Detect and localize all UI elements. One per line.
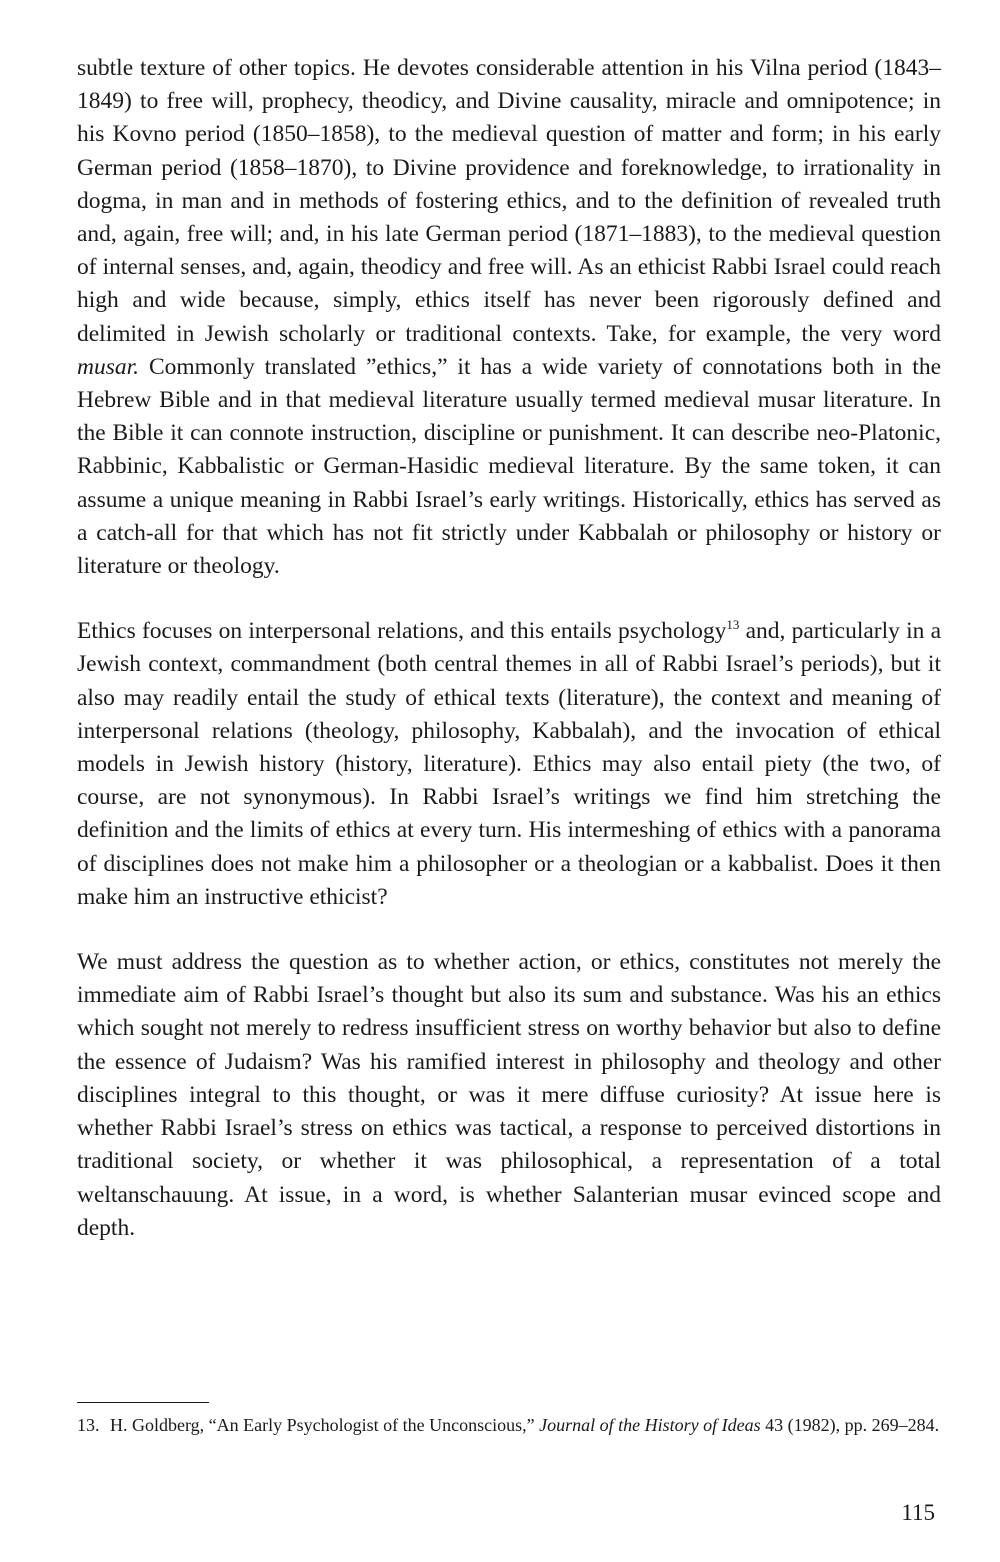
paragraph-1 bbox=[77, 52, 941, 583]
main-text bbox=[77, 52, 941, 1245]
footnote-text-a: H. Goldberg, “An Early Psychologist of the Unconscious,” bbox=[110, 1415, 540, 1435]
footnote-text-b: 43 (1982), pp. 269–284. bbox=[760, 1415, 940, 1435]
page-number: 115 bbox=[901, 1500, 935, 1525]
paragraph-1-text-b: Commonly translated ”ethics,” it has a wide variety of connotations both in the Hebrew Bible and in that medieval literature usually termed medieval musar literature. In the Bible it can connote instruction, discipline or punishment. It can describe neo-Platonic, Rabbinic, Kabbalistic or German-Hasidic medieval literature. By the same token, it can assume a unique meaning in Rabbi Israel’s early writings. Historically, ethics has served as a catch-all for that which has not fit strictly under Kabbalah or philosophy or history or literature or theology. bbox=[77, 353, 941, 580]
paragraph-1-text-a: subtle texture of other topics. He devotes considerable attention in his Vilna period (1843–1849) to free will, prophecy, theodicy, and Divine causality, miracle and omnipotence; in his Kovno period (1850–1858), to the medieval question of matter and form; in his early German period (1858–1870), to Divine providence and foreknowledge, to irrationality in dogma, in man and in methods of fostering ethics, and to the definition of revealed truth and, again, free will; and, in his late German period (1871–1883), to the medieval question of internal senses, and, again, theodicy and free will. As an ethicist Rabbi Israel could reach high and wide because, simply, ethics itself has never been rigorously defined and delimited in Jewish scholarly or traditional contexts. Take, for example, the very word bbox=[77, 55, 941, 347]
paragraph-2-text-b: and, particularly in a Jewish context, commandment (both central themes in all of Rabbi Israel’s periods), but it also may readily entail the study of ethical texts (literature), the context and meaning of interpersonal relations (theology, philosophy, Kabbalah), and the invocation of ethical models in Jewish history (history, literature). Ethics may also entail piety (the two, of course, are not synonymous). In Rabbi Israel’s writings we find him stretching the definition and the limits of ethics at every turn. His intermeshing of ethics with a panorama of disciplines does not make him a philosopher or a theologian or a kabbalist. Does it then make him an instructive ethicist? bbox=[77, 618, 941, 910]
footnote-reference: 13 bbox=[726, 617, 740, 633]
paragraph-2-text-a: Ethics focuses on interpersonal relations, and this entails psychology bbox=[77, 618, 727, 645]
footnote-divider bbox=[77, 1402, 209, 1403]
paragraph-2 bbox=[77, 615, 941, 914]
footnote-number: 13. bbox=[77, 1415, 100, 1435]
paragraph-1-italic-word: musar. bbox=[77, 353, 140, 380]
paragraph-3: We must address the question as to whether action, or ethics, constitutes not merely the immediate aim of Rabbi Israel’s thought but also its sum and substance. Was his an ethics which sought not merely to redress insufficient stress on worthy behavior but also to define the essence of Judaism? Was his ramified interest in philosophy and theology and other disciplines integral to this thought, or was it mere diffuse curiosity? At issue here is whether Rabbi Israel’s stress on ethics was tactical, a response to perceived distortions in traditional society, or whether it was philosophical, a representation of a total weltanschauung. At issue, in a word, is whether Salanterian musar evinced scope and depth. bbox=[77, 949, 941, 1241]
footnote bbox=[77, 1412, 941, 1439]
footnote-journal-title: Journal of the History of Ideas bbox=[539, 1415, 761, 1435]
